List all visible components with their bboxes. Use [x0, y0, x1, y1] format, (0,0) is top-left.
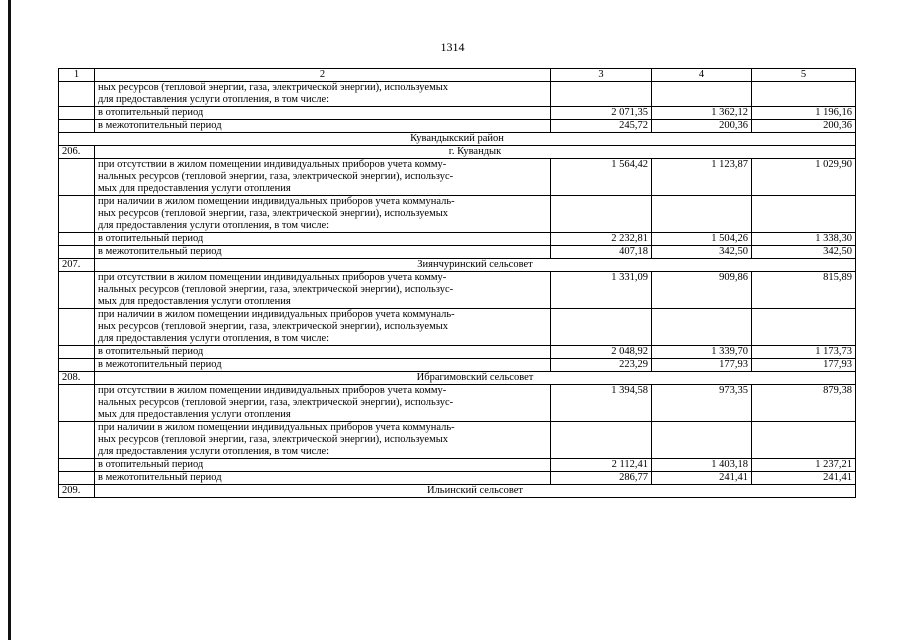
district-title: Кувандыкский район	[59, 133, 856, 146]
description-row	[59, 309, 856, 346]
section-row	[59, 259, 856, 272]
row-number	[59, 120, 95, 133]
value-col-3: 1 564,42	[551, 159, 652, 196]
value-row	[59, 472, 856, 485]
row-number	[59, 233, 95, 246]
value-col-3	[551, 196, 652, 233]
header-cell-1: 1	[59, 69, 95, 82]
row-number	[59, 422, 95, 459]
value-col-5: 177,93	[752, 359, 856, 372]
section-title: г. Кувандык	[95, 146, 856, 159]
row-number	[59, 459, 95, 472]
value-col-5: 1 173,73	[752, 346, 856, 359]
description-line: в межотопительный период	[98, 359, 222, 370]
value-col-4	[652, 309, 752, 346]
description-line: для предоставления услуги отопления, в том числе:	[98, 94, 330, 105]
row-number	[59, 346, 95, 359]
value-col-5: 1 338,30	[752, 233, 856, 246]
value-col-3	[551, 422, 652, 459]
description-line: мых для предоставления услуги отопления	[98, 409, 291, 420]
row-description	[95, 120, 551, 133]
value-col-4	[652, 422, 752, 459]
row-number: 209.	[59, 485, 95, 498]
value-col-5: 1 029,90	[752, 159, 856, 196]
value-col-4: 973,35	[652, 385, 752, 422]
row-number	[59, 159, 95, 196]
value-col-3: 1 394,58	[551, 385, 652, 422]
value-row	[59, 107, 856, 120]
description-line: в отопительный период	[98, 346, 204, 357]
description-line: в межотопительный период	[98, 472, 222, 483]
row-number: 207.	[59, 259, 95, 272]
row-number: 206.	[59, 146, 95, 159]
value-col-5: 200,36	[752, 120, 856, 133]
description-line: для предоставления услуги отопления, в том числе:	[98, 220, 330, 231]
description-line: ных ресурсов (тепловой энергии, газа, электрической энергии), используемых	[98, 321, 449, 332]
header-cell-2: 2	[95, 69, 551, 82]
value-col-3: 286,77	[551, 472, 652, 485]
row-description	[95, 233, 551, 246]
section-row	[59, 372, 856, 385]
description-row	[59, 159, 856, 196]
value-col-3: 2 071,35	[551, 107, 652, 120]
value-col-4: 1 362,12	[652, 107, 752, 120]
row-number	[59, 309, 95, 346]
value-col-3: 2 112,41	[551, 459, 652, 472]
tariff-table	[58, 68, 856, 498]
row-description	[95, 309, 551, 346]
value-col-4: 200,36	[652, 120, 752, 133]
row-number	[59, 246, 95, 259]
description-line: для предоставления услуги отопления, в том числе:	[98, 333, 330, 344]
table-header-row	[59, 69, 856, 82]
description-line: при отсутствии в жилом помещении индивидуальных приборов учета комму-	[98, 159, 447, 170]
row-description	[95, 107, 551, 120]
description-row	[59, 422, 856, 459]
value-col-4: 241,41	[652, 472, 752, 485]
value-col-3: 2 048,92	[551, 346, 652, 359]
row-description	[95, 472, 551, 485]
value-col-3: 245,72	[551, 120, 652, 133]
district-row	[59, 133, 856, 146]
section-row	[59, 485, 856, 498]
description-line: нальных ресурсов (тепловой энергии, газа, электрической энергии), использус-	[98, 397, 454, 408]
value-col-5: 241,41	[752, 472, 856, 485]
value-col-4: 1 403,18	[652, 459, 752, 472]
value-col-5	[752, 309, 856, 346]
page-number: 1314	[440, 40, 465, 54]
row-description	[95, 196, 551, 233]
value-col-5: 342,50	[752, 246, 856, 259]
description-line: ных ресурсов (тепловой энергии, газа, электрической энергии), используемых	[98, 434, 449, 445]
row-description	[95, 246, 551, 259]
value-row	[59, 359, 856, 372]
row-description	[95, 159, 551, 196]
description-line: нальных ресурсов (тепловой энергии, газа, электрической энергии), использус-	[98, 171, 454, 182]
description-line: в отопительный период	[98, 459, 204, 470]
value-row	[59, 346, 856, 359]
value-col-3	[551, 309, 652, 346]
description-row	[59, 272, 856, 309]
description-line: для предоставления услуги отопления, в том числе:	[98, 446, 330, 457]
value-col-3: 407,18	[551, 246, 652, 259]
value-col-3: 1 331,09	[551, 272, 652, 309]
row-description	[95, 422, 551, 459]
value-col-4: 177,93	[652, 359, 752, 372]
row-description	[95, 359, 551, 372]
row-description	[95, 272, 551, 309]
row-description	[95, 459, 551, 472]
row-number	[59, 359, 95, 372]
value-col-4: 1 123,87	[652, 159, 752, 196]
value-col-5: 879,38	[752, 385, 856, 422]
row-number	[59, 472, 95, 485]
section-title: Ибрагимовский сельсовет	[95, 372, 856, 385]
value-row	[59, 246, 856, 259]
section-title: Ильинский сельсовет	[95, 485, 856, 498]
value-col-5: 1 237,21	[752, 459, 856, 472]
value-col-4	[652, 82, 752, 107]
row-number: 208.	[59, 372, 95, 385]
value-row	[59, 459, 856, 472]
description-line: при наличии в жилом помещении индивидуальных приборов учета коммуналь-	[98, 309, 455, 320]
value-row	[59, 120, 856, 133]
value-col-4: 1 339,70	[652, 346, 752, 359]
value-col-3	[551, 82, 652, 107]
row-number	[59, 385, 95, 422]
description-line: ных ресурсов (тепловой энергии, газа, электрической энергии), используемых	[98, 82, 449, 93]
description-line: ных ресурсов (тепловой энергии, газа, электрической энергии), используемых	[98, 208, 449, 219]
value-col-5	[752, 196, 856, 233]
description-line: при отсутствии в жилом помещении индивидуальных приборов учета комму-	[98, 385, 447, 396]
description-line: при отсутствии в жилом помещении индивидуальных приборов учета комму-	[98, 272, 447, 283]
description-line: мых для предоставления услуги отопления	[98, 183, 291, 194]
description-line: при наличии в жилом помещении индивидуальных приборов учета коммуналь-	[98, 422, 455, 433]
row-number	[59, 82, 95, 107]
description-row	[59, 82, 856, 107]
table-body	[59, 69, 856, 498]
header-cell-5: 5	[752, 69, 856, 82]
description-line: в межотопительный период	[98, 120, 222, 131]
value-col-3: 223,29	[551, 359, 652, 372]
value-col-5	[752, 82, 856, 107]
page-edge-bar	[8, 0, 11, 640]
description-line: в отопительный период	[98, 233, 204, 244]
description-line: нальных ресурсов (тепловой энергии, газа, электрической энергии), использус-	[98, 284, 454, 295]
value-col-5	[752, 422, 856, 459]
description-row	[59, 196, 856, 233]
value-row	[59, 233, 856, 246]
value-col-4: 1 504,26	[652, 233, 752, 246]
row-description	[95, 385, 551, 422]
value-col-3: 2 232,81	[551, 233, 652, 246]
row-description	[95, 82, 551, 107]
value-col-4: 342,50	[652, 246, 752, 259]
value-col-5: 1 196,16	[752, 107, 856, 120]
header-cell-3: 3	[551, 69, 652, 82]
value-col-5: 815,89	[752, 272, 856, 309]
row-description	[95, 346, 551, 359]
section-row	[59, 146, 856, 159]
value-col-4: 909,86	[652, 272, 752, 309]
section-title: Зиянчуринский сельсовет	[95, 259, 856, 272]
row-number	[59, 272, 95, 309]
row-number	[59, 107, 95, 120]
header-cell-4: 4	[652, 69, 752, 82]
description-line: мых для предоставления услуги отопления	[98, 296, 291, 307]
description-line: в межотопительный период	[98, 246, 222, 257]
description-row	[59, 385, 856, 422]
row-number	[59, 196, 95, 233]
description-line: в отопительный период	[98, 107, 204, 118]
description-line: при наличии в жилом помещении индивидуальных приборов учета коммуналь-	[98, 196, 455, 207]
value-col-4	[652, 196, 752, 233]
